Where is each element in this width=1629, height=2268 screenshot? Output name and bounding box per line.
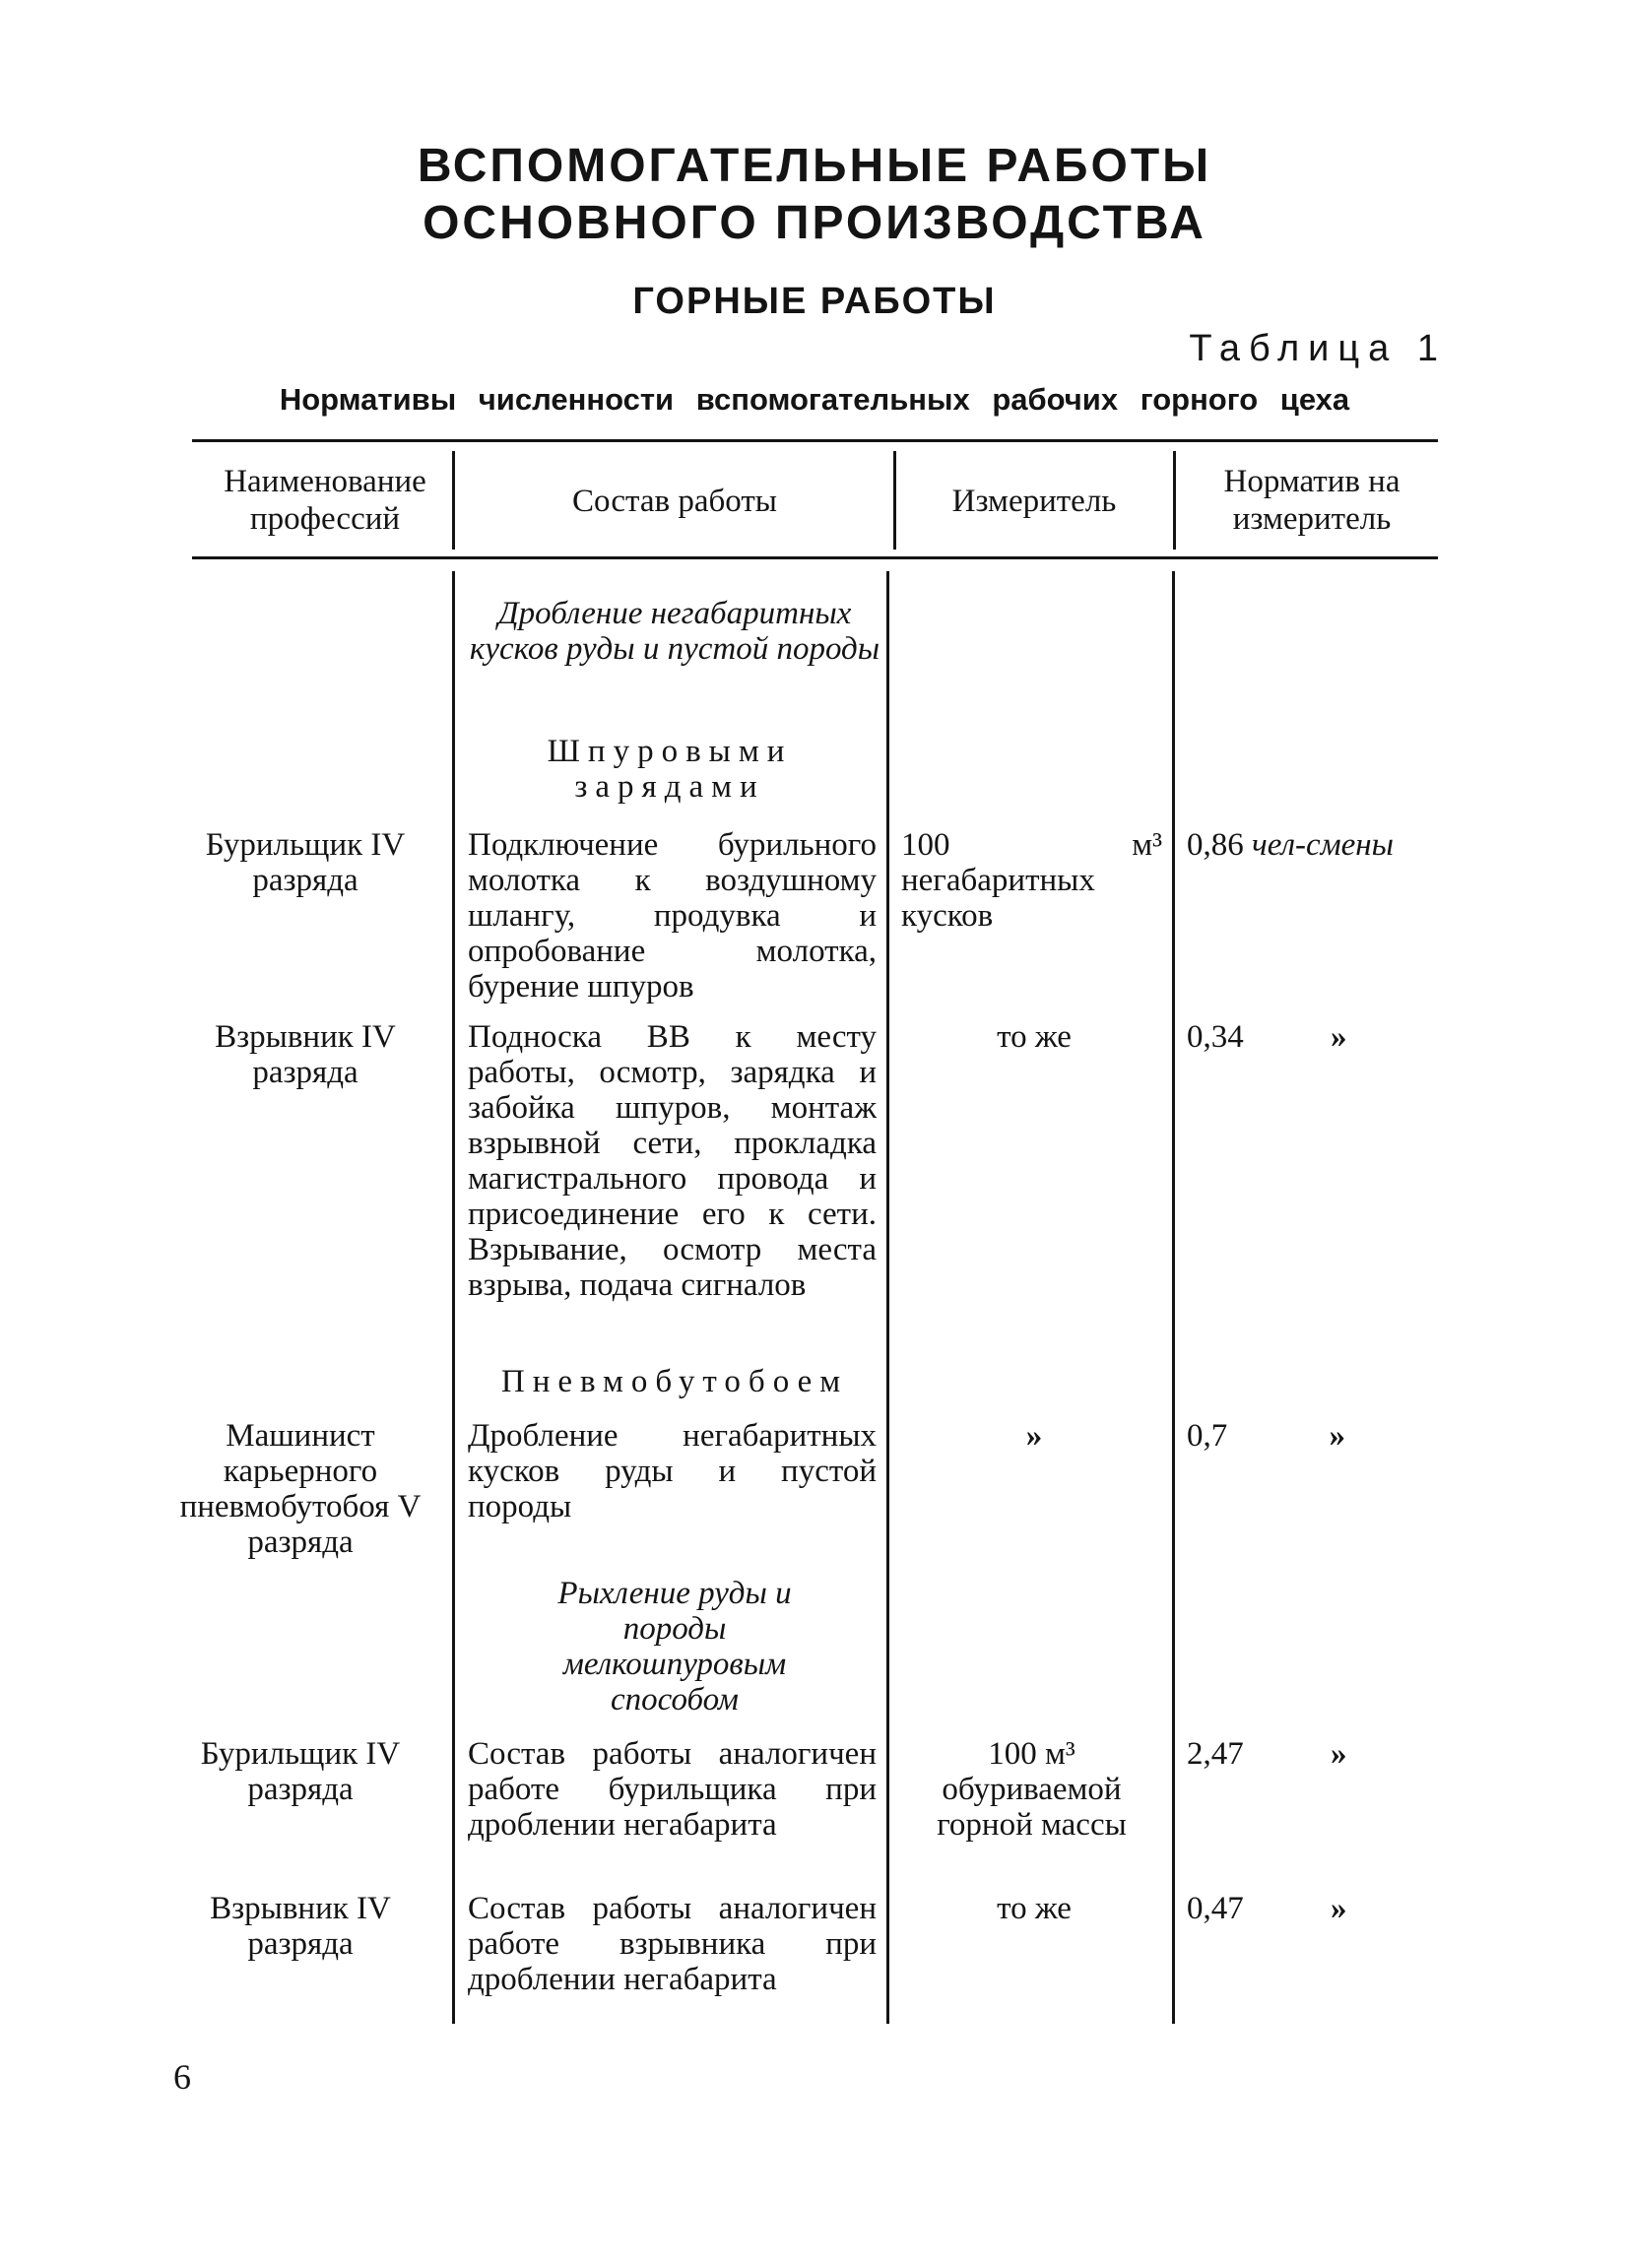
table-row-2-norm-unit: » <box>1331 1019 1347 1055</box>
page-title-line2: ОСНОВНОГО ПРОИЗВОДСТВА <box>423 197 1206 249</box>
subsection-pneumo: Пневмобутобоем <box>500 1364 849 1399</box>
table-top-rule <box>192 439 1438 442</box>
table-row-2-norm-value: 0,34 <box>1187 1019 1244 1055</box>
table-row-3-measure: » <box>1025 1418 1043 1454</box>
table-row-5-work: Состав работы аналогичен работе взрывника при дроблении негабарита <box>468 1891 877 1997</box>
table-row-2-norm <box>1187 1019 1463 1055</box>
table-row-3-norm-value: 0,7 <box>1187 1418 1228 1454</box>
page-number: 6 <box>173 2057 191 2097</box>
table-row-3-norm-unit: » <box>1329 1418 1345 1454</box>
table-row-3-profession: Машинист карьерного пневмобутобоя V разряда <box>179 1418 422 1560</box>
table-row-4-norm-value: 2,47 <box>1187 1736 1244 1772</box>
table-row-4-norm <box>1187 1736 1463 1772</box>
table-row-1-work: Подключение бурильного молотка к воздушному шлангу, продувка и опробование молотка, бурение шпуров <box>468 827 877 1004</box>
table-row-1-norm-value: 0,86 <box>1187 827 1244 863</box>
table-row-1-profession: Бурильщик IV разряда <box>205 827 406 898</box>
table-row-4-measure: 100 м³ обуриваемой горной массы <box>937 1736 1127 1843</box>
body-divider-2 <box>886 571 889 2024</box>
column-divider-3 <box>1173 451 1176 550</box>
table-row-4-work: Состав работы аналогичен работе бурильщика при дроблении негабарита <box>468 1736 877 1843</box>
table-row-1-norm <box>1187 827 1463 863</box>
table-row-1-norm-unit: чел-смены <box>1252 827 1395 863</box>
column-divider-1 <box>452 451 455 550</box>
section-crushing: Дробление негабаритных кусков руды и пустой породы <box>469 596 880 667</box>
table-row-2-measure: то же <box>997 1019 1072 1055</box>
table-row-5-norm-unit: » <box>1331 1891 1347 1926</box>
section-title: ГОРНЫЕ РАБОТЫ <box>632 281 997 322</box>
header-measure: Измеритель <box>951 484 1117 519</box>
section-loosening: Рыхление руды и породы мелкошпуровым способом <box>557 1576 792 1717</box>
table-row-5-measure: то же <box>997 1891 1072 1926</box>
table-row-2-profession: Взрывник IV разряда <box>215 1019 396 1090</box>
table-row-5-profession: Взрывник IV разряда <box>210 1891 391 1962</box>
table-row-5-norm <box>1187 1891 1463 1926</box>
table-row-3-norm <box>1187 1418 1463 1454</box>
header-bottom-rule <box>192 556 1438 559</box>
table-row-4-norm-unit: » <box>1331 1736 1347 1772</box>
table-row-2-work: Подноска ВВ к месту работы, осмотр, зарядка и забойка шпуров, монтаж взрывной сети, прокладка магистрального провода и присоединение его к сети. Взрывание, осмотр места взрыва, подача сигналов <box>468 1019 877 1303</box>
column-divider-2 <box>893 451 896 550</box>
header-work: Состав работы <box>572 484 777 519</box>
table-row-1-measure: 100 м³ негабаритных кусков <box>901 827 1162 934</box>
header-profession: Наименование профессий <box>224 464 426 537</box>
body-divider-1 <box>452 571 455 2024</box>
subsection-shot-charges: Шпуровыми зарядами <box>547 734 793 805</box>
table-row-4-profession: Бурильщик IV разряда <box>200 1736 401 1807</box>
table-row-3-work: Дробление негабаритных кусков руды и пустой породы <box>468 1418 877 1524</box>
page-title <box>0 138 1629 252</box>
table-label: Таблица 1 <box>1189 328 1447 369</box>
body-divider-3 <box>1172 571 1175 2024</box>
table-title: Нормативы численности вспомогательных рабочих горного цеха <box>279 382 1350 417</box>
header-norm: Норматив на измеритель <box>1223 464 1401 537</box>
page-title-line1: ВСПОМОГАТЕЛЬНЫЕ РАБОТЫ <box>417 140 1212 192</box>
table-row-5-norm-value: 0,47 <box>1187 1891 1244 1926</box>
